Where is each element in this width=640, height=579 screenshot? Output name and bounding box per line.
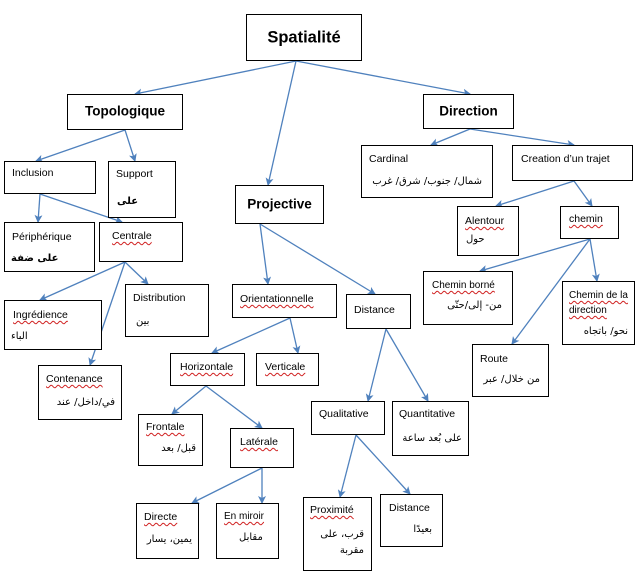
- edge-distance-quantitative: [386, 329, 428, 401]
- node-distance-q-label: Distance: [389, 502, 430, 514]
- node-directe: [136, 503, 199, 559]
- node-creation-trajet: [512, 145, 633, 181]
- node-chemin-borne-label: Chemin borné: [432, 280, 495, 291]
- node-inclusion-label: Inclusion: [12, 167, 54, 179]
- node-distance-proj-label: Distance: [354, 304, 395, 316]
- node-quantitative-label: Quantitative: [399, 408, 456, 420]
- node-alentour-label: Alentour: [465, 215, 505, 227]
- node-cardinal-label: Cardinal: [369, 153, 409, 165]
- node-centrale: [99, 222, 183, 262]
- node-proximite-arabic: قرب، على مقربة: [320, 529, 364, 556]
- edge-horizontale-frontale: [172, 386, 206, 414]
- node-alentour-arabic: حول: [466, 233, 485, 245]
- node-chemin-direction-arabic: نحو/ باتجاه: [583, 325, 628, 337]
- node-alentour: [457, 206, 519, 256]
- node-chemin-label: chemin: [569, 213, 603, 225]
- node-peripherique: [4, 222, 95, 272]
- node-spatialite: [246, 14, 362, 61]
- edge-spatialite-topologique: [135, 61, 296, 94]
- node-contenance: [38, 365, 122, 420]
- node-horizontale: [170, 353, 245, 386]
- edge-qualitative-proximite: [340, 435, 356, 497]
- node-distribution-arabic: بين: [136, 315, 150, 327]
- node-chemin: [560, 206, 619, 239]
- node-distribution-label: Distribution: [133, 292, 186, 304]
- node-horizontale-label: Horizontale: [180, 361, 234, 373]
- node-orientationnelle-label: Orientationnelle: [240, 293, 314, 305]
- edge-orientationnelle-verticale: [290, 318, 298, 353]
- edge-direction-cardinal: [431, 129, 470, 145]
- node-frontale: [138, 414, 203, 466]
- node-creation-trajet-label: Creation d’un trajet: [521, 153, 610, 165]
- node-en-miroir: [216, 503, 279, 559]
- node-qualitative: [311, 401, 385, 435]
- node-support: [108, 161, 176, 218]
- edge-distance-qualitative: [368, 329, 386, 401]
- node-projective-label: Projective: [247, 196, 312, 212]
- node-route: [472, 344, 549, 397]
- node-peripherique-label: Périphérique: [12, 231, 72, 243]
- node-ingredience-arabic: الباء: [11, 330, 28, 342]
- edge-horizontale-laterale: [206, 386, 262, 428]
- node-proximite-label: Proximité: [310, 504, 354, 516]
- node-support-label: Support: [116, 168, 153, 180]
- node-contenance-label: Contenance: [46, 373, 103, 385]
- edge-spatialite-direction: [296, 61, 470, 94]
- edge-chemin-chemin-direction: [590, 239, 597, 281]
- node-contenance-arabic: في/داخل/ عند: [56, 396, 115, 408]
- edge-topologique-inclusion: [36, 130, 125, 161]
- node-chemin-direction-label: Chemin de la direction: [569, 290, 628, 316]
- node-peripherique-arabic: على ضفة: [11, 252, 59, 264]
- node-laterale: [230, 428, 294, 468]
- edge-orientationnelle-horizontale: [212, 318, 290, 353]
- edge-direction-creation-trajet: [470, 129, 574, 145]
- node-quantitative: [392, 401, 469, 456]
- node-frontale-arabic: قبل/ بعد: [161, 442, 196, 454]
- edge-inclusion-peripherique: [38, 194, 40, 222]
- node-en-miroir-label: En miroir: [224, 511, 265, 522]
- node-chemin-borne-arabic: من- إلى/حتّى: [447, 299, 502, 311]
- node-verticale: [256, 353, 319, 386]
- node-direction: [423, 94, 514, 129]
- node-verticale-label: Verticale: [265, 361, 306, 373]
- node-laterale-label: Latérale: [240, 436, 278, 448]
- node-quantitative-arabic: على بُعد ساعة: [402, 432, 462, 444]
- node-distance-q-arabic: بعيدًا: [413, 523, 432, 535]
- node-distribution: [125, 284, 209, 337]
- node-cardinal: [361, 145, 493, 198]
- edge-projective-orientationnelle: [260, 224, 268, 284]
- node-directe-arabic: يمين، يسار: [146, 533, 192, 545]
- node-direction-label: Direction: [439, 103, 498, 119]
- node-cardinal-arabic: شمال/ جنوب/ شرق/ غرب: [372, 175, 482, 187]
- node-route-label: Route: [480, 353, 509, 365]
- node-chemin-direction: [562, 281, 635, 345]
- node-distance-proj: [346, 294, 411, 329]
- node-orientationnelle: [232, 284, 337, 318]
- node-proximite: [303, 497, 372, 571]
- node-centrale-label: Centrale: [112, 230, 152, 242]
- node-route-arabic: من خلال/ عبر: [483, 373, 540, 385]
- node-distance-q: [380, 494, 443, 547]
- node-topologique: [67, 94, 183, 130]
- edge-spatialite-projective: [268, 61, 296, 185]
- edge-creation-alentour: [496, 181, 574, 206]
- edge-centrale-distribution: [125, 262, 148, 284]
- node-directe-label: Directe: [144, 511, 178, 523]
- node-inclusion: [4, 161, 96, 194]
- edge-creation-chemin: [574, 181, 592, 206]
- node-frontale-label: Frontale: [146, 421, 185, 433]
- edge-laterale-directe: [192, 468, 262, 503]
- node-projective: [235, 185, 324, 224]
- node-ingredience: [4, 300, 102, 350]
- node-topologique-label: Topologique: [85, 103, 165, 119]
- node-en-miroir-arabic: مقابل: [239, 531, 263, 543]
- node-ingredience-label: Ingrédience: [13, 309, 68, 321]
- edge-topologique-support: [125, 130, 135, 161]
- node-chemin-borne: [423, 271, 513, 325]
- node-qualitative-label: Qualitative: [319, 408, 369, 420]
- node-support-arabic: على: [117, 195, 139, 207]
- node-spatialite-label: Spatialité: [267, 28, 341, 47]
